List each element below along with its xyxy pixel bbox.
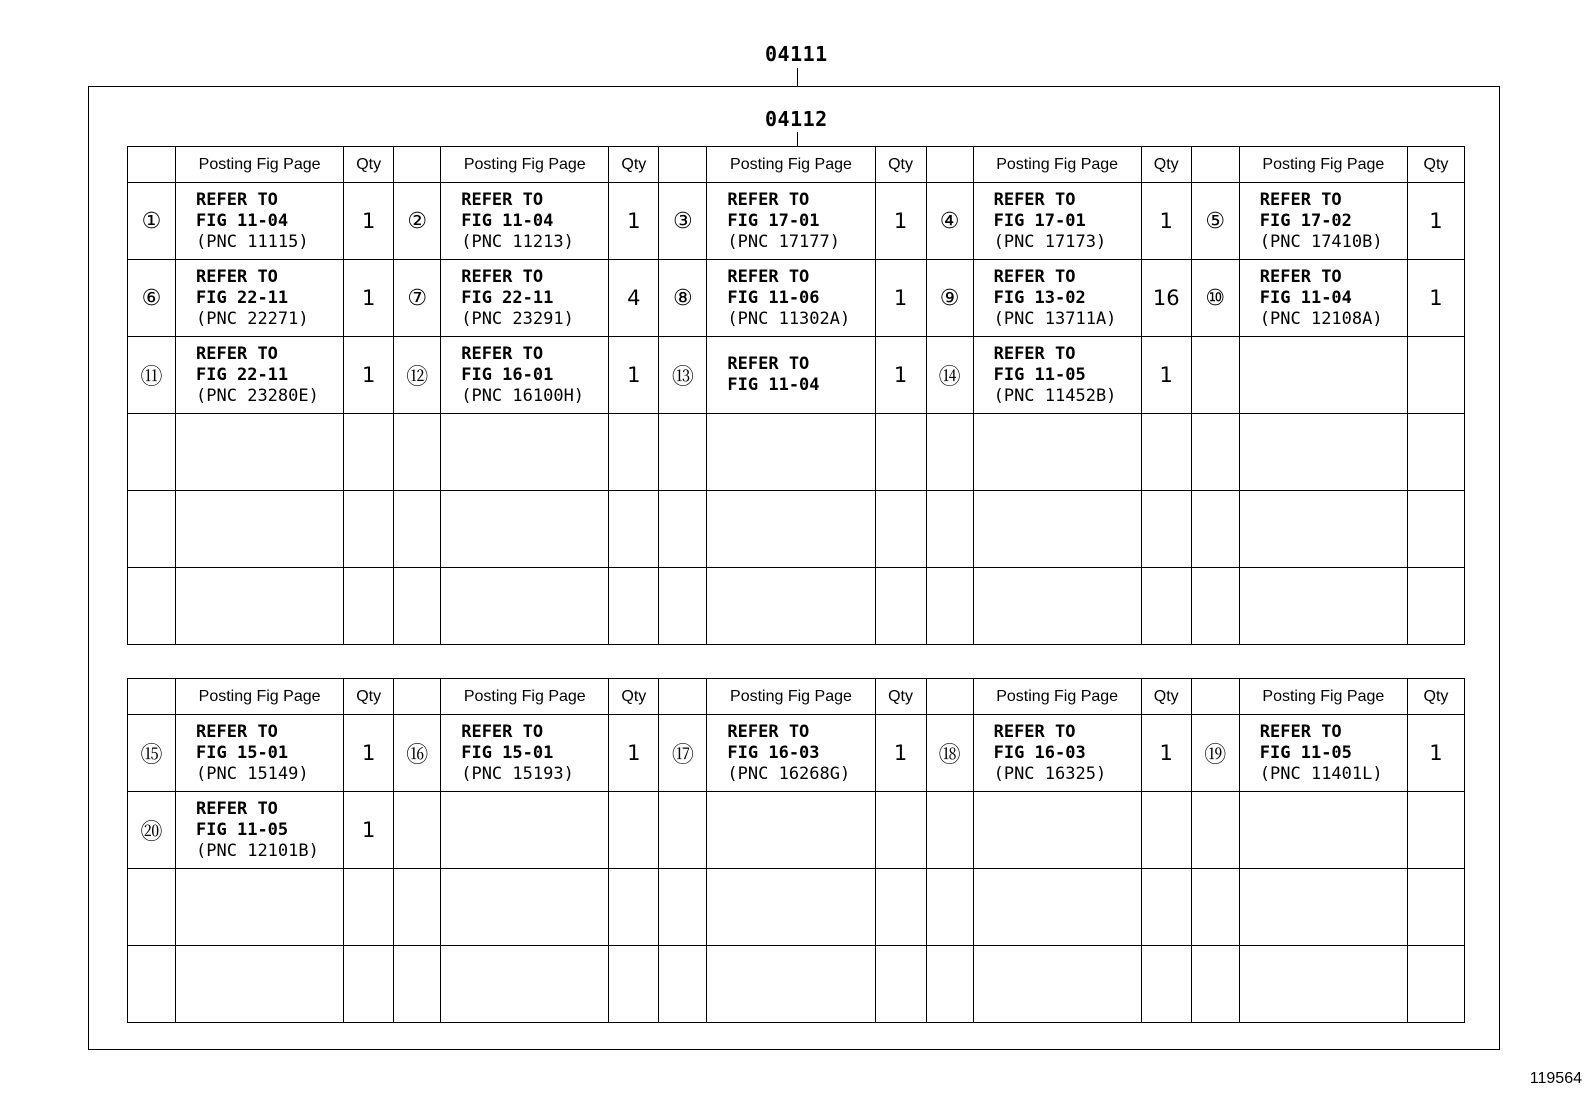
reference-cell bbox=[176, 260, 344, 337]
refer-to-text: REFER TO bbox=[196, 189, 278, 210]
reference-cell bbox=[707, 792, 875, 869]
item-number bbox=[926, 792, 973, 869]
item-number bbox=[926, 414, 973, 491]
item-number: ⑱ bbox=[926, 715, 973, 792]
item-number: ② bbox=[394, 183, 441, 260]
table-row bbox=[128, 869, 1465, 946]
pnc-text: (PNC 15193) bbox=[461, 763, 574, 784]
quantity-cell bbox=[344, 869, 394, 946]
reference-cell bbox=[176, 337, 344, 414]
quantity-cell bbox=[609, 869, 659, 946]
reference-cell bbox=[973, 183, 1141, 260]
quantity-cell: 1 bbox=[1407, 260, 1464, 337]
quantity-cell: 1 bbox=[1141, 183, 1191, 260]
table-row bbox=[128, 183, 1465, 260]
reference-cell bbox=[441, 337, 609, 414]
refer-to-text: REFER TO bbox=[727, 266, 810, 287]
item-number bbox=[659, 568, 707, 645]
pnc-text: (PNC 13711A) bbox=[993, 308, 1117, 329]
refer-to-text: REFER TO bbox=[1259, 189, 1342, 210]
item-number: ⑤ bbox=[1191, 183, 1239, 260]
document-id: 119564 bbox=[1529, 1070, 1582, 1087]
header-row bbox=[128, 679, 1465, 715]
quantity-cell: 1 bbox=[1407, 715, 1464, 792]
table-row bbox=[128, 491, 1465, 568]
header-qty: Qty bbox=[1141, 147, 1191, 183]
header-ref: Posting Fig Page bbox=[707, 679, 875, 715]
item-number: ⑥ bbox=[128, 260, 176, 337]
refer-to-text: REFER TO bbox=[461, 721, 544, 742]
fig-page-text: FIG 16-03 bbox=[993, 742, 1086, 763]
item-number: ⑦ bbox=[394, 260, 441, 337]
quantity-cell: 1 bbox=[609, 715, 659, 792]
reference-cell bbox=[441, 260, 609, 337]
quantity-cell bbox=[609, 414, 659, 491]
header-qty: Qty bbox=[875, 679, 926, 715]
pnc-text: (PNC 16325) bbox=[993, 763, 1107, 784]
header-ref: Posting Fig Page bbox=[973, 147, 1141, 183]
pnc-text: (PNC 16100H) bbox=[461, 385, 585, 406]
refer-to-text: REFER TO bbox=[1259, 266, 1342, 287]
quantity-cell bbox=[1141, 792, 1191, 869]
reference-cell bbox=[441, 715, 609, 792]
item-number: ⑭ bbox=[926, 337, 973, 414]
reference-cell bbox=[1239, 260, 1407, 337]
quantity-cell bbox=[344, 568, 394, 645]
item-number bbox=[394, 946, 441, 1023]
quantity-cell: 1 bbox=[344, 183, 394, 260]
item-number: ⑰ bbox=[659, 715, 707, 792]
quantity-cell: 1 bbox=[609, 337, 659, 414]
pnc-text: (PNC 11213) bbox=[461, 231, 574, 252]
fig-page-text: FIG 17-01 bbox=[727, 210, 820, 231]
item-number bbox=[394, 491, 441, 568]
quantity-cell: 4 bbox=[609, 260, 659, 337]
reference-cell bbox=[441, 869, 609, 946]
reference-cell bbox=[973, 414, 1141, 491]
pnc-text: (PNC 23280E) bbox=[196, 385, 319, 406]
refer-to-text: REFER TO bbox=[727, 721, 810, 742]
reference-cell bbox=[973, 260, 1141, 337]
item-number: ⑩ bbox=[1191, 260, 1239, 337]
reference-cell bbox=[973, 869, 1141, 946]
item-number bbox=[128, 869, 176, 946]
refer-to-text: REFER TO bbox=[196, 343, 278, 364]
fig-page-text: FIG 11-04 bbox=[461, 210, 554, 231]
quantity-cell bbox=[609, 568, 659, 645]
quantity-cell bbox=[609, 946, 659, 1023]
quantity-cell: 16 bbox=[1141, 260, 1191, 337]
quantity-cell bbox=[1407, 946, 1464, 1023]
quantity-cell bbox=[1407, 491, 1464, 568]
reference-cell bbox=[973, 946, 1141, 1023]
reference-cell bbox=[441, 792, 609, 869]
reference-cell bbox=[973, 715, 1141, 792]
quantity-cell bbox=[609, 792, 659, 869]
item-number bbox=[394, 568, 441, 645]
quantity-cell: 1 bbox=[1141, 337, 1191, 414]
refer-to-text: REFER TO bbox=[727, 189, 810, 210]
header-qty: Qty bbox=[609, 147, 659, 183]
item-number: ⑲ bbox=[1191, 715, 1239, 792]
header-qty: Qty bbox=[344, 147, 394, 183]
quantity-cell bbox=[1407, 337, 1464, 414]
quantity-cell: 1 bbox=[344, 337, 394, 414]
parts-table-lower bbox=[127, 678, 1465, 1023]
reference-cell bbox=[441, 414, 609, 491]
pnc-text: (PNC 11302A) bbox=[727, 308, 851, 329]
reference-cell bbox=[1239, 946, 1407, 1023]
reference-cell bbox=[973, 491, 1141, 568]
quantity-cell bbox=[1407, 869, 1464, 946]
item-number bbox=[128, 414, 176, 491]
refer-to-text: REFER TO bbox=[993, 266, 1076, 287]
header-num-cell bbox=[394, 679, 441, 715]
pnc-text: (PNC 22271) bbox=[196, 308, 309, 329]
header-num-cell bbox=[1191, 147, 1239, 183]
quantity-cell bbox=[1141, 414, 1191, 491]
inner-assembly-label: 04112 bbox=[765, 107, 828, 131]
item-number bbox=[659, 946, 707, 1023]
item-number: ① bbox=[128, 183, 176, 260]
header-num-cell bbox=[1191, 679, 1239, 715]
quantity-cell bbox=[875, 792, 926, 869]
refer-to-text: REFER TO bbox=[196, 721, 278, 742]
header-num-cell bbox=[659, 679, 707, 715]
reference-cell bbox=[707, 183, 875, 260]
quantity-cell bbox=[875, 869, 926, 946]
quantity-cell bbox=[1141, 869, 1191, 946]
header-ref: Posting Fig Page bbox=[1239, 679, 1407, 715]
item-number bbox=[1191, 414, 1239, 491]
table-row bbox=[128, 946, 1465, 1023]
pnc-text: (PNC 11401L) bbox=[1259, 763, 1383, 784]
reference-cell bbox=[707, 260, 875, 337]
pnc-text: (PNC 11115) bbox=[196, 231, 309, 252]
item-number bbox=[394, 792, 441, 869]
header-ref: Posting Fig Page bbox=[176, 679, 344, 715]
reference-cell bbox=[1239, 568, 1407, 645]
quantity-cell bbox=[875, 491, 926, 568]
refer-to-text: REFER TO bbox=[196, 266, 278, 287]
item-number bbox=[1191, 337, 1239, 414]
item-number: ⑮ bbox=[128, 715, 176, 792]
quantity-cell bbox=[875, 414, 926, 491]
reference-cell bbox=[441, 183, 609, 260]
header-qty: Qty bbox=[609, 679, 659, 715]
quantity-cell bbox=[344, 414, 394, 491]
item-number bbox=[128, 491, 176, 568]
header-num-cell bbox=[926, 147, 973, 183]
quantity-cell: 1 bbox=[609, 183, 659, 260]
reference-cell bbox=[707, 869, 875, 946]
header-qty: Qty bbox=[344, 679, 394, 715]
header-ref: Posting Fig Page bbox=[176, 147, 344, 183]
fig-page-text: FIG 22-11 bbox=[196, 364, 289, 385]
quantity-cell bbox=[1407, 568, 1464, 645]
reference-cell bbox=[176, 792, 344, 869]
item-number bbox=[128, 946, 176, 1023]
fig-page-text: FIG 15-01 bbox=[196, 742, 289, 763]
pnc-text: (PNC 15149) bbox=[196, 763, 309, 784]
fig-page-text: FIG 11-05 bbox=[196, 819, 289, 840]
reference-cell bbox=[176, 568, 344, 645]
outer-assembly-label: 04111 bbox=[765, 42, 828, 66]
item-number bbox=[926, 568, 973, 645]
fig-page-text: FIG 11-04 bbox=[196, 210, 289, 231]
header-ref: Posting Fig Page bbox=[707, 147, 875, 183]
quantity-cell bbox=[1407, 792, 1464, 869]
item-number bbox=[926, 491, 973, 568]
pnc-text: (PNC 11452B) bbox=[993, 385, 1117, 406]
item-number: ④ bbox=[926, 183, 973, 260]
quantity-cell bbox=[344, 946, 394, 1023]
item-number bbox=[1191, 792, 1239, 869]
parts-table-upper bbox=[127, 146, 1465, 645]
reference-cell bbox=[1239, 414, 1407, 491]
fig-page-text: FIG 15-01 bbox=[461, 742, 554, 763]
refer-to-text: REFER TO bbox=[461, 343, 544, 364]
item-number bbox=[1191, 946, 1239, 1023]
item-number bbox=[659, 869, 707, 946]
fig-page-text: FIG 22-11 bbox=[196, 287, 289, 308]
header-num-cell bbox=[128, 679, 176, 715]
header-ref: Posting Fig Page bbox=[973, 679, 1141, 715]
reference-cell bbox=[707, 414, 875, 491]
reference-cell bbox=[707, 568, 875, 645]
item-number bbox=[659, 491, 707, 568]
reference-cell bbox=[176, 414, 344, 491]
reference-cell bbox=[1239, 792, 1407, 869]
header-num-cell bbox=[659, 147, 707, 183]
fig-page-text: FIG 11-04 bbox=[1259, 287, 1352, 308]
item-number: ⑨ bbox=[926, 260, 973, 337]
item-number: ⑬ bbox=[659, 337, 707, 414]
fig-page-text: FIG 11-06 bbox=[727, 287, 820, 308]
pnc-text: (PNC 17177) bbox=[727, 231, 840, 252]
inner-leader-line bbox=[797, 132, 798, 146]
quantity-cell bbox=[609, 491, 659, 568]
quantity-cell: 1 bbox=[1407, 183, 1464, 260]
fig-page-text: FIG 17-01 bbox=[993, 210, 1086, 231]
table-row bbox=[128, 715, 1465, 792]
quantity-cell: 1 bbox=[875, 715, 926, 792]
refer-to-text: REFER TO bbox=[1259, 721, 1342, 742]
refer-to-text: REFER TO bbox=[461, 266, 544, 287]
reference-cell bbox=[973, 568, 1141, 645]
fig-page-text: FIG 17-02 bbox=[1259, 210, 1352, 231]
table-row bbox=[128, 414, 1465, 491]
item-number: ⑧ bbox=[659, 260, 707, 337]
pnc-text: (PNC 12108A) bbox=[1259, 308, 1383, 329]
refer-to-text: REFER TO bbox=[993, 189, 1076, 210]
item-number bbox=[394, 414, 441, 491]
refer-to-text: REFER TO bbox=[993, 343, 1076, 364]
quantity-cell bbox=[875, 946, 926, 1023]
fig-page-text: FIG 22-11 bbox=[461, 287, 554, 308]
reference-cell bbox=[176, 491, 344, 568]
reference-cell bbox=[441, 946, 609, 1023]
fig-page-text: FIG 16-01 bbox=[461, 364, 554, 385]
quantity-cell: 1 bbox=[344, 792, 394, 869]
quantity-cell: 1 bbox=[1141, 715, 1191, 792]
item-number: ⑫ bbox=[394, 337, 441, 414]
quantity-cell bbox=[875, 568, 926, 645]
reference-cell bbox=[707, 946, 875, 1023]
item-number: ⑳ bbox=[128, 792, 176, 869]
pnc-text: (PNC 17173) bbox=[993, 231, 1107, 252]
quantity-cell: 1 bbox=[875, 337, 926, 414]
header-qty: Qty bbox=[875, 147, 926, 183]
item-number bbox=[394, 869, 441, 946]
item-number bbox=[926, 869, 973, 946]
table-row bbox=[128, 260, 1465, 337]
fig-page-text: FIG 11-04 bbox=[727, 375, 820, 395]
item-number bbox=[926, 946, 973, 1023]
reference-cell bbox=[1239, 491, 1407, 568]
reference-cell bbox=[707, 491, 875, 568]
pnc-text: (PNC 23291) bbox=[461, 308, 574, 329]
reference-cell bbox=[707, 715, 875, 792]
fig-page-text: FIG 16-03 bbox=[727, 742, 820, 763]
refer-to-text: REFER TO bbox=[727, 354, 810, 374]
fig-page-text: FIG 11-05 bbox=[1259, 742, 1352, 763]
fig-page-text: FIG 13-02 bbox=[993, 287, 1086, 308]
item-number: ⑪ bbox=[128, 337, 176, 414]
item-number bbox=[128, 568, 176, 645]
outer-leader-line bbox=[797, 68, 798, 86]
table-row bbox=[128, 568, 1465, 645]
reference-cell bbox=[176, 869, 344, 946]
reference-cell bbox=[1239, 183, 1407, 260]
item-number: ⑯ bbox=[394, 715, 441, 792]
reference-cell bbox=[441, 491, 609, 568]
reference-cell bbox=[441, 568, 609, 645]
table-row bbox=[128, 337, 1465, 414]
pnc-text: (PNC 16268G) bbox=[727, 763, 851, 784]
reference-cell bbox=[973, 792, 1141, 869]
reference-cell bbox=[1239, 869, 1407, 946]
header-num-cell bbox=[926, 679, 973, 715]
reference-cell bbox=[707, 337, 875, 414]
refer-to-text: REFER TO bbox=[993, 721, 1076, 742]
pnc-text: (PNC 12101B) bbox=[196, 840, 319, 861]
header-ref: Posting Fig Page bbox=[441, 147, 609, 183]
header-num-cell bbox=[394, 147, 441, 183]
header-row bbox=[128, 147, 1465, 183]
quantity-cell bbox=[344, 491, 394, 568]
item-number bbox=[1191, 568, 1239, 645]
reference-cell bbox=[973, 337, 1141, 414]
refer-to-text: REFER TO bbox=[196, 798, 278, 819]
header-ref: Posting Fig Page bbox=[441, 679, 609, 715]
quantity-cell bbox=[1141, 491, 1191, 568]
item-number bbox=[1191, 491, 1239, 568]
quantity-cell: 1 bbox=[875, 260, 926, 337]
quantity-cell bbox=[1141, 568, 1191, 645]
reference-cell bbox=[1239, 715, 1407, 792]
reference-cell bbox=[1239, 337, 1407, 414]
header-ref: Posting Fig Page bbox=[1239, 147, 1407, 183]
reference-cell bbox=[176, 946, 344, 1023]
quantity-cell bbox=[1407, 414, 1464, 491]
item-number bbox=[659, 414, 707, 491]
pnc-text: (PNC 17410B) bbox=[1259, 231, 1383, 252]
table-row bbox=[128, 792, 1465, 869]
fig-page-text: FIG 11-05 bbox=[993, 364, 1086, 385]
reference-cell bbox=[176, 183, 344, 260]
quantity-cell bbox=[1141, 946, 1191, 1023]
header-qty: Qty bbox=[1407, 679, 1464, 715]
header-num-cell bbox=[128, 147, 176, 183]
quantity-cell: 1 bbox=[344, 715, 394, 792]
header-qty: Qty bbox=[1141, 679, 1191, 715]
refer-to-text: REFER TO bbox=[461, 189, 544, 210]
quantity-cell: 1 bbox=[344, 260, 394, 337]
item-number bbox=[659, 792, 707, 869]
item-number: ③ bbox=[659, 183, 707, 260]
header-qty: Qty bbox=[1407, 147, 1464, 183]
reference-cell bbox=[176, 715, 344, 792]
item-number bbox=[1191, 869, 1239, 946]
quantity-cell: 1 bbox=[875, 183, 926, 260]
